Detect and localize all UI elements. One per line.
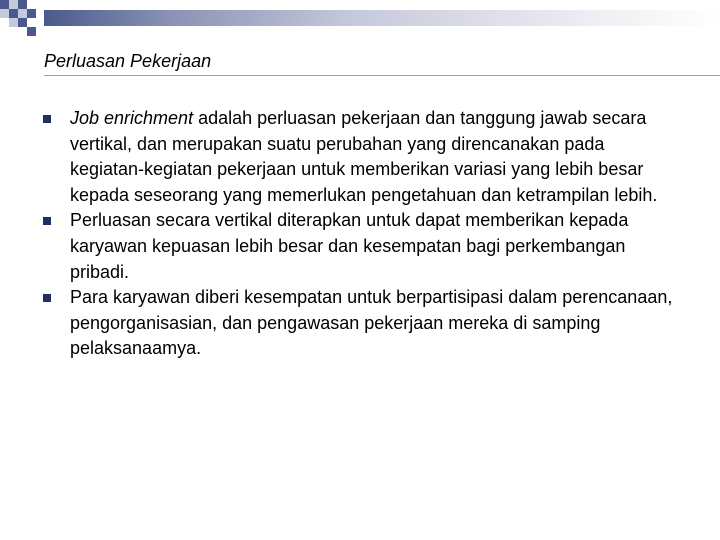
- bullet-item: [40, 106, 680, 208]
- square-bullet-icon: [43, 115, 51, 123]
- slide-title: Perluasan Pekerjaan: [44, 51, 212, 71]
- decorative-square: [27, 9, 36, 18]
- header-gradient-bar: [44, 10, 720, 26]
- decorative-square: [18, 9, 27, 18]
- square-bullet-icon: [43, 294, 51, 302]
- bullet-lead-term: Job enrichment: [70, 108, 194, 128]
- bullet-text: Para karyawan diberi kesempatan untuk berpartisipasi dalam perencanaan, pengorganisasian, dan pengawasan pekerjaan mereka di samping pelaksanaamya.: [70, 287, 673, 359]
- decorative-square: [18, 0, 27, 9]
- bullet-text: adalah perluasan pekerjaan dan tanggung jawab secara vertikal, dan merupakan suatu perubahan yang direncanakan pada kegiatan-kegiatan pekerjaan untuk memberikan variasi yang lebih besar kepada seseorang yang memerlukan pengetahuan dan ketrampilan lebih.: [70, 108, 658, 205]
- bullet-text: Perluasan secara vertikal diterapkan untuk dapat memberikan kepada karyawan kepuasan lebih besar dan kesempatan bagi perkembangan pribadi.: [70, 210, 629, 282]
- bullet-list: [40, 106, 680, 362]
- decorative-square: [9, 0, 18, 9]
- decorative-square: [27, 27, 36, 36]
- bullet-item: [40, 208, 680, 285]
- decorative-square: [18, 18, 27, 27]
- header-decoration: [0, 0, 720, 40]
- decorative-square: [0, 0, 9, 9]
- bullet-item: [40, 285, 680, 362]
- decorative-square: [9, 9, 18, 18]
- square-bullet-icon: [43, 217, 51, 225]
- decorative-square: [0, 9, 9, 18]
- title-divider: [44, 75, 720, 76]
- decorative-square: [9, 18, 18, 27]
